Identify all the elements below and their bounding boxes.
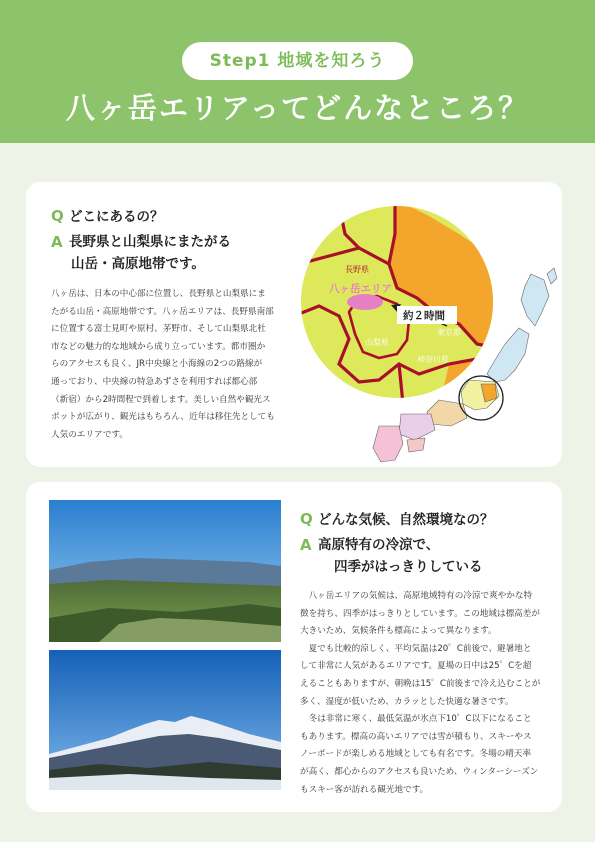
body-line: ポットが広がり、観光はもちろん、近年は移住先としても bbox=[51, 412, 275, 423]
summer-landscape-photo bbox=[49, 500, 281, 642]
a-mark: A bbox=[300, 536, 312, 554]
answer-line-1: 長野県と山梨県にまたがる bbox=[69, 234, 231, 250]
climate-body bbox=[300, 588, 546, 799]
page-title: 八ヶ岳エリアってどんなところ？ bbox=[65, 91, 530, 125]
label-yamanashi: 山梨県 bbox=[365, 338, 389, 347]
location-body bbox=[51, 286, 289, 444]
body-line: 八ヶ岳は、日本の中心部に位置し、長野県と山梨県にま bbox=[51, 289, 266, 299]
body-line: もあります。標高の高いエリアでは雪が積もり、スキーやス bbox=[300, 731, 532, 742]
body-line: 市などの魅力的な地域から成り立っています。都市圏か bbox=[51, 341, 266, 352]
question-text: どこにあるの？ bbox=[69, 209, 164, 225]
body-line: ノーボードが楽しめる地域としても有名です。冬場の晴天率 bbox=[300, 749, 532, 760]
step-badge: Step1 地域を知ろう bbox=[182, 42, 413, 80]
japan-location-map bbox=[299, 204, 559, 469]
body-line: 多く、湿度が低いため、カラッとした快適な暑さです。 bbox=[300, 696, 514, 707]
body-line: に位置する富士見町や原村、茅野市、そして山梨県北杜 bbox=[51, 324, 266, 335]
answer-line-2: 四季がはっきりしている bbox=[334, 559, 483, 575]
body-line: たがる山岳・高原地帯です。八ヶ岳エリアは、長野県南部 bbox=[51, 306, 274, 317]
body-line: 冬は非常に寒く、最低気温が氷点下10゜C以下になること bbox=[308, 714, 532, 725]
body-line: が高く、都心からのアクセスも良いため、ウィンターシーズン bbox=[300, 766, 539, 777]
header-banner bbox=[0, 0, 595, 143]
label-two-hours: 約２時間 bbox=[403, 310, 445, 322]
body-line: えることもありますが、朝晩は15゜C前後まで冷え込むことが bbox=[300, 678, 541, 689]
body-line: 徴を持ち、四季がはっきりとしています。この地域は標高差が bbox=[300, 608, 540, 619]
body-line: 八ヶ岳エリアの気候は、高原地域特有の冷涼で爽やかな特 bbox=[308, 591, 533, 601]
body-line: らのアクセスも良く、JR中央線と小海線の2つの路線が bbox=[51, 359, 263, 370]
q-mark: Q bbox=[300, 510, 313, 528]
a-mark: A bbox=[51, 233, 63, 251]
label-nagano: 長野県 bbox=[345, 265, 369, 274]
body-line: もスキー客が訪れる観光地です。 bbox=[300, 784, 429, 795]
answer-line-1: 高原特有の冷涼で、 bbox=[318, 537, 440, 553]
question-climate bbox=[300, 508, 494, 528]
body-line: 大きいため、気候条件も標高によって異なります。 bbox=[300, 626, 497, 637]
question-location bbox=[51, 205, 164, 225]
question-text: どんな気候、自然環境なの？ bbox=[318, 512, 494, 528]
answer-line-2: 山岳・高原地帯です。 bbox=[71, 256, 205, 272]
label-kanagawa: 神奈川県 bbox=[417, 355, 449, 364]
body-line: 通っており、中央線の特急あずさを利用すれば都心部 bbox=[51, 376, 258, 387]
q-mark: Q bbox=[51, 207, 64, 225]
body-line: 人気のエリアです。 bbox=[51, 429, 128, 440]
answer-climate bbox=[300, 534, 483, 578]
body-line: して非常に人気があるエリアです。夏場の日中は25゜Cを超 bbox=[300, 661, 532, 672]
label-yatsugatake-area: 八ヶ岳エリア bbox=[329, 283, 392, 295]
body-line: 夏でも比較的涼しく、平均気温は20゜C前後で、避暑地と bbox=[308, 643, 532, 654]
label-tokyo: 東京都 bbox=[437, 328, 461, 337]
winter-mountain-photo bbox=[49, 650, 281, 790]
body-line: （新宿）から2時間程で到着します。美しい自然や観光ス bbox=[51, 394, 271, 405]
answer-location bbox=[51, 231, 231, 275]
